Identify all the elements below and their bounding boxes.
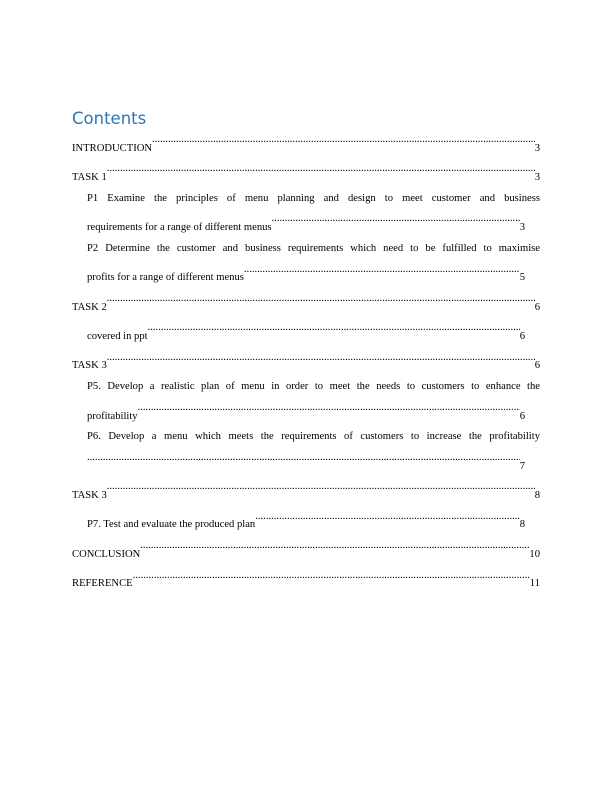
toc-entry-p5[interactable] [72,377,540,427]
toc-entry-text-line-2: profits for a range of different menus [87,272,244,284]
toc-page-number: 3 [534,172,540,184]
dot-leader [107,348,535,369]
toc-entry-task-1[interactable] [72,159,540,188]
toc-entry-task-2[interactable] [72,289,540,318]
toc-entry-text: CONCLUSION [72,548,141,560]
dot-leader [107,159,535,180]
dot-leader [138,398,520,419]
toc-entry-p6[interactable] [72,427,540,477]
toc-entry-text-line-2: requirements for a range of different menus [87,222,272,234]
dot-leader [244,260,520,281]
dot-leader [255,507,519,528]
dot-leader [107,289,535,310]
toc-page-number: 8 [519,519,525,531]
toc-page-number: 11 [529,578,540,590]
toc-page-number: 5 [519,272,525,284]
toc-entry-p2[interactable] [72,239,540,289]
toc-entry-text-line-1: P2 Determine the customer and business requirements which need to be fulfilled to maximise [87,242,540,254]
dot-leader [152,130,535,151]
toc-entry-text: TASK 3 [72,490,107,502]
toc-page-number: 7 [519,460,525,472]
toc-entry-text: TASK 1 [72,172,107,184]
toc-entry-p7[interactable] [72,507,540,536]
toc-entry-task-3[interactable] [72,348,540,377]
toc-page-number: 3 [519,222,525,234]
toc-entry-covered-in-ppt[interactable] [72,318,540,347]
toc-page-number: 6 [519,331,525,343]
toc-page-number: 6 [534,360,540,372]
toc-page-number: 10 [529,548,540,560]
table-of-contents [72,130,540,595]
toc-entry-text: TASK 3 [72,360,107,372]
dot-leader [107,477,535,498]
toc-entry-text: TASK 2 [72,301,107,313]
toc-entry-conclusion[interactable] [72,536,540,565]
toc-entry-text-line-1: P6. Develop a menu which meets the requirements of customers to increase the profitability [87,431,540,443]
toc-page-number: 3 [534,142,540,154]
toc-entry-reference[interactable] [72,566,540,595]
toc-entry-introduction[interactable] [72,130,540,159]
dot-leader [140,536,529,557]
toc-title: Contents [72,109,147,128]
toc-entry-text-line-1: P5. Develop a realistic plan of menu in order to meet the needs to customers to enhance the [87,381,540,393]
dot-leader [148,318,520,339]
toc-entry-p1[interactable] [72,189,540,239]
dot-leader [87,448,520,469]
toc-entry-task-3-second[interactable] [72,477,540,506]
toc-entry-text: P7. Test and evaluate the produced plan [87,519,256,531]
toc-entry-text-line-2: profitability [87,410,138,422]
toc-page-number: 8 [534,490,540,502]
toc-page-number: 6 [534,301,540,313]
toc-entry-text: REFERENCE [72,578,133,590]
toc-entry-text-line-1: P1 Examine the principles of menu planning and design to meet customer and business [87,192,540,204]
dot-leader [272,209,520,230]
toc-entry-text: INTRODUCTION [72,142,153,154]
toc-page-number: 6 [519,410,525,422]
dot-leader [133,566,530,587]
toc-entry-text: covered in ppt [87,331,148,343]
